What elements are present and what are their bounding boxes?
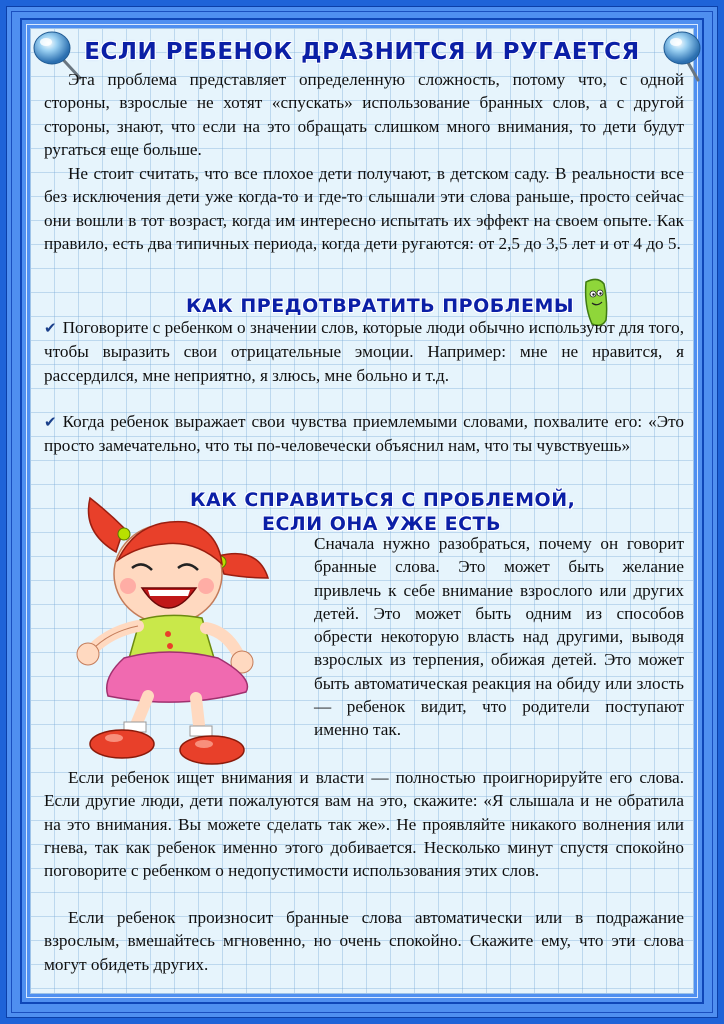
section-heading-cope-line2: ЕСЛИ ОНА УЖЕ ЕСТЬ	[262, 513, 501, 535]
cope-side-paragraph: Сначала нужно разобраться, почему он говорит бранные слова. Это может быть желание привлечь к себе внимание взрослого или других детей. Это может быть одним из способов обрести некоторую власть над другими, выводя взрослых из терпения, обижая детей. Это может быть автоматическая реакция на обиду или злость — ребенок видит, что родители поступают именно так.	[314, 534, 684, 740]
cope-paragraph-2: Если ребенок произносит бранные слова автоматически или в подражание взрослым, вмешайтесь мгновенно, но очень спокойно. Скажите ему, что эти слова могут обидеть других.	[44, 908, 684, 974]
cope-paragraph-1: Если ребенок ищет внимания и власти — полностью проигнорируйте его слова. Если другие люди, дети пожалуются вам на это, скажите: «Я слышала и не обратила на это внимания. Вы можете сделать так же». Не проявляйте никакого волнения или гнева, так как ребенок именно этого добивается. Несколько минут спустя спокойно поговорите с ребенком о недопустимости использования этих слов.	[44, 768, 684, 881]
list-item: ✔ Когда ребенок выражает свои чувства приемлемыми словами, похвалите его: «Это просто замечательно, что ты по-человечески объяснил нам, что ты чувствуешь»	[44, 412, 684, 456]
laughing-girl-illustration	[68, 482, 308, 772]
section-heading-cope-line1: КАК СПРАВИТЬСЯ С ПРОБЛЕМОЙ,	[190, 489, 576, 511]
list-item: ✔ Поговорите с ребенком о значении слов, которые люди обычно используют для того, чтобы выразить свои отрицательные эмоции. Например: мне не нравится, я рассердился, мне неприятно, я злюсь, мне больно и т.д.	[44, 318, 684, 385]
section-heading-prevent: КАК ПРЕДОТВРАТИТЬ ПРОБЛЕМЫ	[186, 295, 575, 317]
intro-paragraph-1: Эта проблема представляет определенную сложность, потому что, с одной стороны, взрослые не хотят «спускать» использование бранных слов, а с другой стороны, знают, что если на это обращать слишком много внимания, то дети будут ругаться еще больше.	[44, 70, 684, 159]
intro-paragraph-2: Не стоит считать, что все плохое дети получают, в детском саду. В реальности все без исключения дети уже когда-то и где-то слышали эти слова раньше, просто сейчас они вошли в тот возраст, когда им интересно испытать их эффект на своем опыте. Как правило, есть два типичных периода, когда дети ругаются: от 2,5 до 3,5 лет и от 4 до 5.	[44, 164, 684, 253]
checkmark-icon: ✔	[44, 319, 57, 337]
page-title: ЕСЛИ РЕБЕНОК ДРАЗНИТСЯ И РУГАЕТСЯ	[84, 39, 640, 65]
checkmark-icon: ✔	[44, 413, 57, 431]
